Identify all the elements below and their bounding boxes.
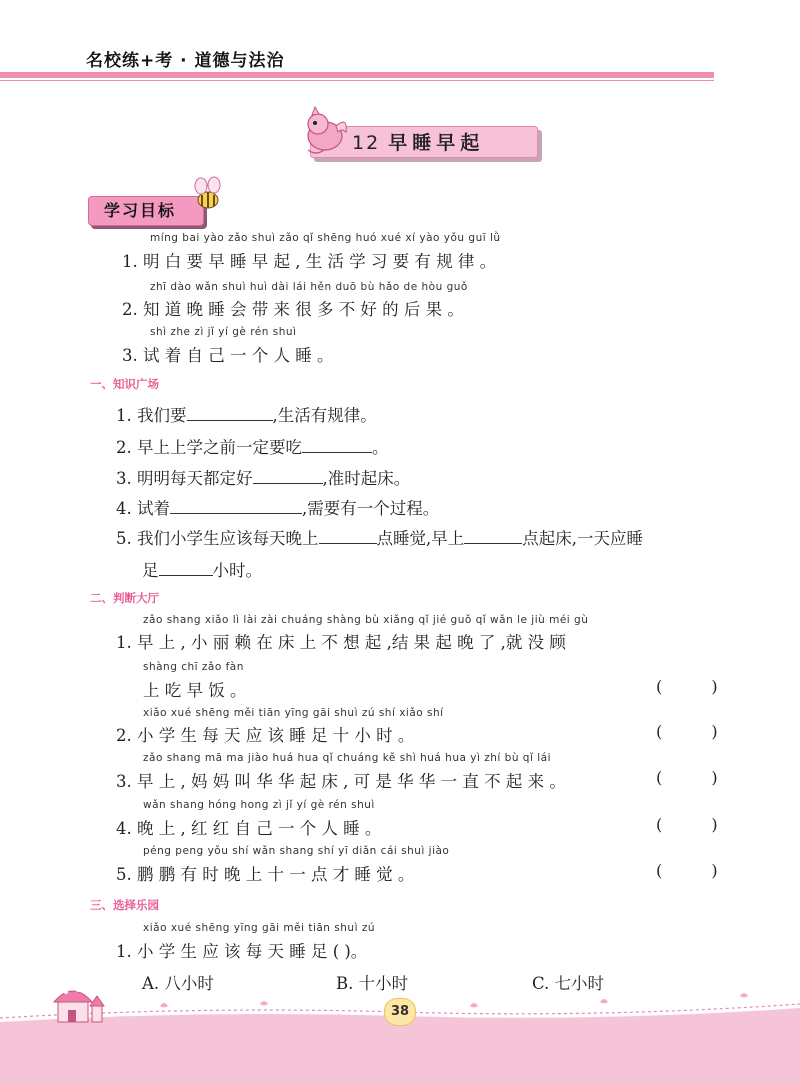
fill-q3-suffix: ,准时起床。: [322, 469, 411, 488]
judge-1-answer[interactable]: ( ): [656, 677, 740, 696]
fill-q5-part-e: 小时。: [212, 561, 262, 580]
fill-q5-part-c: 点起床,一天应睡: [522, 529, 643, 548]
fill-q2-suffix: 。: [372, 438, 389, 457]
fill-q4-prefix: 4. 试着: [116, 499, 170, 518]
fill-q2-blank[interactable]: [302, 436, 372, 453]
fill-q1: [116, 402, 377, 426]
judge-1-pinyin: zǎo shang xiǎo lì lài zài chuáng shàng bù xiǎng qǐ jié guǒ qǐ wǎn le jiù méi gù: [143, 614, 589, 626]
goal-1-text: 1. 明 白 要 早 睡 早 起 , 生 活 学 习 要 有 规 律 。: [122, 252, 497, 271]
fill-q5-part-d: 足: [142, 561, 159, 580]
choice-option-b[interactable]: B. 十小时: [336, 974, 409, 993]
fill-q2-prefix: 2. 早上上学之前一定要吃: [116, 438, 302, 457]
section3-heading: 三、选择乐园: [90, 898, 159, 912]
judge-2-pinyin: xiǎo xué shēng měi tiān yīng gāi shuì zú shí xiǎo shí: [143, 707, 444, 719]
section2-heading: 二、判断大厅: [90, 591, 159, 605]
choice-1-text: 1. 小 学 生 应 该 每 天 睡 足 ( )。: [116, 942, 368, 961]
choice-option-c[interactable]: C. 七小时: [532, 974, 605, 993]
lesson-number: 12: [352, 132, 381, 154]
header-thin-line: [0, 80, 714, 81]
fill-q1-prefix: 1. 我们要: [116, 406, 187, 425]
judge-2-text: 2. 小 学 生 每 天 应 该 睡 足 十 小 时 。: [116, 726, 415, 745]
fill-q3-prefix: 3. 明明每天都定好: [116, 469, 253, 488]
goal-3-pinyin: shì zhe zì jǐ yí gè rén shuì: [150, 326, 297, 338]
fill-q4-blank[interactable]: [170, 497, 302, 514]
judge-3-text: 3. 早 上 , 妈 妈 叫 华 华 起 床 , 可 是 华 华 一 直 不 起 来 。: [116, 772, 566, 791]
choice-option-a[interactable]: A. 八小时: [142, 974, 214, 993]
fill-q5-part-a: 5. 我们小学生应该每天晚上: [116, 529, 319, 548]
judge-3-pinyin: zǎo shang mā ma jiào huá hua qǐ chuáng kě shì huá hua yì zhí bù qǐ lái: [143, 752, 551, 764]
fill-q3: [116, 465, 410, 489]
fill-q1-suffix: ,生活有规律。: [272, 406, 377, 425]
book-title: 名校练+考 · 道德与法治: [86, 51, 285, 71]
header-divider: [0, 72, 714, 78]
fill-q4: [116, 495, 439, 519]
judge-4-answer[interactable]: ( ): [656, 815, 740, 834]
judge-5-pinyin: péng peng yǒu shí wǎn shang shí yī diǎn cái shuì jiào: [143, 845, 450, 857]
judge-1b-text: 上 吃 早 饭 。: [143, 681, 247, 700]
dragon-mascot-icon: [298, 106, 352, 158]
judge-4-pinyin: wǎn shang hóng hong zì jǐ yí gè rén shuì: [143, 799, 375, 811]
fill-q5-blank-3[interactable]: [159, 559, 213, 576]
goal-2-pinyin: zhī dào wǎn shuì huì dài lái hěn duō bù hǎo de hòu guǒ: [150, 281, 468, 293]
fill-q3-blank[interactable]: [253, 467, 323, 484]
goal-2-text: 2. 知 道 晚 睡 会 带 来 很 多 不 好 的 后 果 。: [122, 300, 464, 319]
fill-q1-blank[interactable]: [187, 404, 273, 421]
fill-q2: [116, 434, 389, 458]
judge-1-text: 1. 早 上 , 小 丽 赖 在 床 上 不 想 起 ,结 果 起 晚 了 ,就 没 顾: [116, 633, 566, 652]
goals-heading: 学习目标: [104, 201, 177, 220]
fill-q5-line2: [142, 557, 262, 581]
fill-q5-part-b: 点睡觉,早上: [376, 529, 465, 548]
goal-3-text: 3. 试 着 自 己 一 个 人 睡 。: [122, 346, 334, 365]
fill-q5-blank-2[interactable]: [464, 527, 522, 544]
judge-3-answer[interactable]: ( ): [656, 768, 740, 787]
fill-q5-line1: [116, 525, 643, 549]
bee-icon: [188, 176, 228, 216]
judge-5-answer[interactable]: ( ): [656, 861, 740, 880]
fill-q4-suffix: ,需要有一个过程。: [302, 499, 440, 518]
choice-1-pinyin: xiǎo xué shēng yīng gāi měi tiān shuì zú: [143, 922, 375, 934]
judge-5-text: 5. 鹏 鹏 有 时 晚 上 十 一 点 才 睡 觉 。: [116, 865, 415, 884]
goal-1-pinyin: míng bai yào zǎo shuì zǎo qǐ shēng huó xué xí yào yǒu guī lǜ: [150, 232, 501, 244]
judge-1b-pinyin: shàng chī zǎo fàn: [143, 661, 244, 673]
lesson-title-text: 早睡早起: [388, 132, 485, 154]
lesson-title: [352, 128, 484, 155]
judge-2-answer[interactable]: ( ): [656, 722, 740, 741]
section1-heading: 一、知识广场: [90, 377, 159, 391]
house-icon: [48, 978, 112, 1026]
page-number: 38: [384, 998, 416, 1026]
fill-q5-blank-1[interactable]: [319, 527, 377, 544]
judge-4-text: 4. 晚 上 , 红 红 自 己 一 个 人 睡 。: [116, 819, 382, 838]
